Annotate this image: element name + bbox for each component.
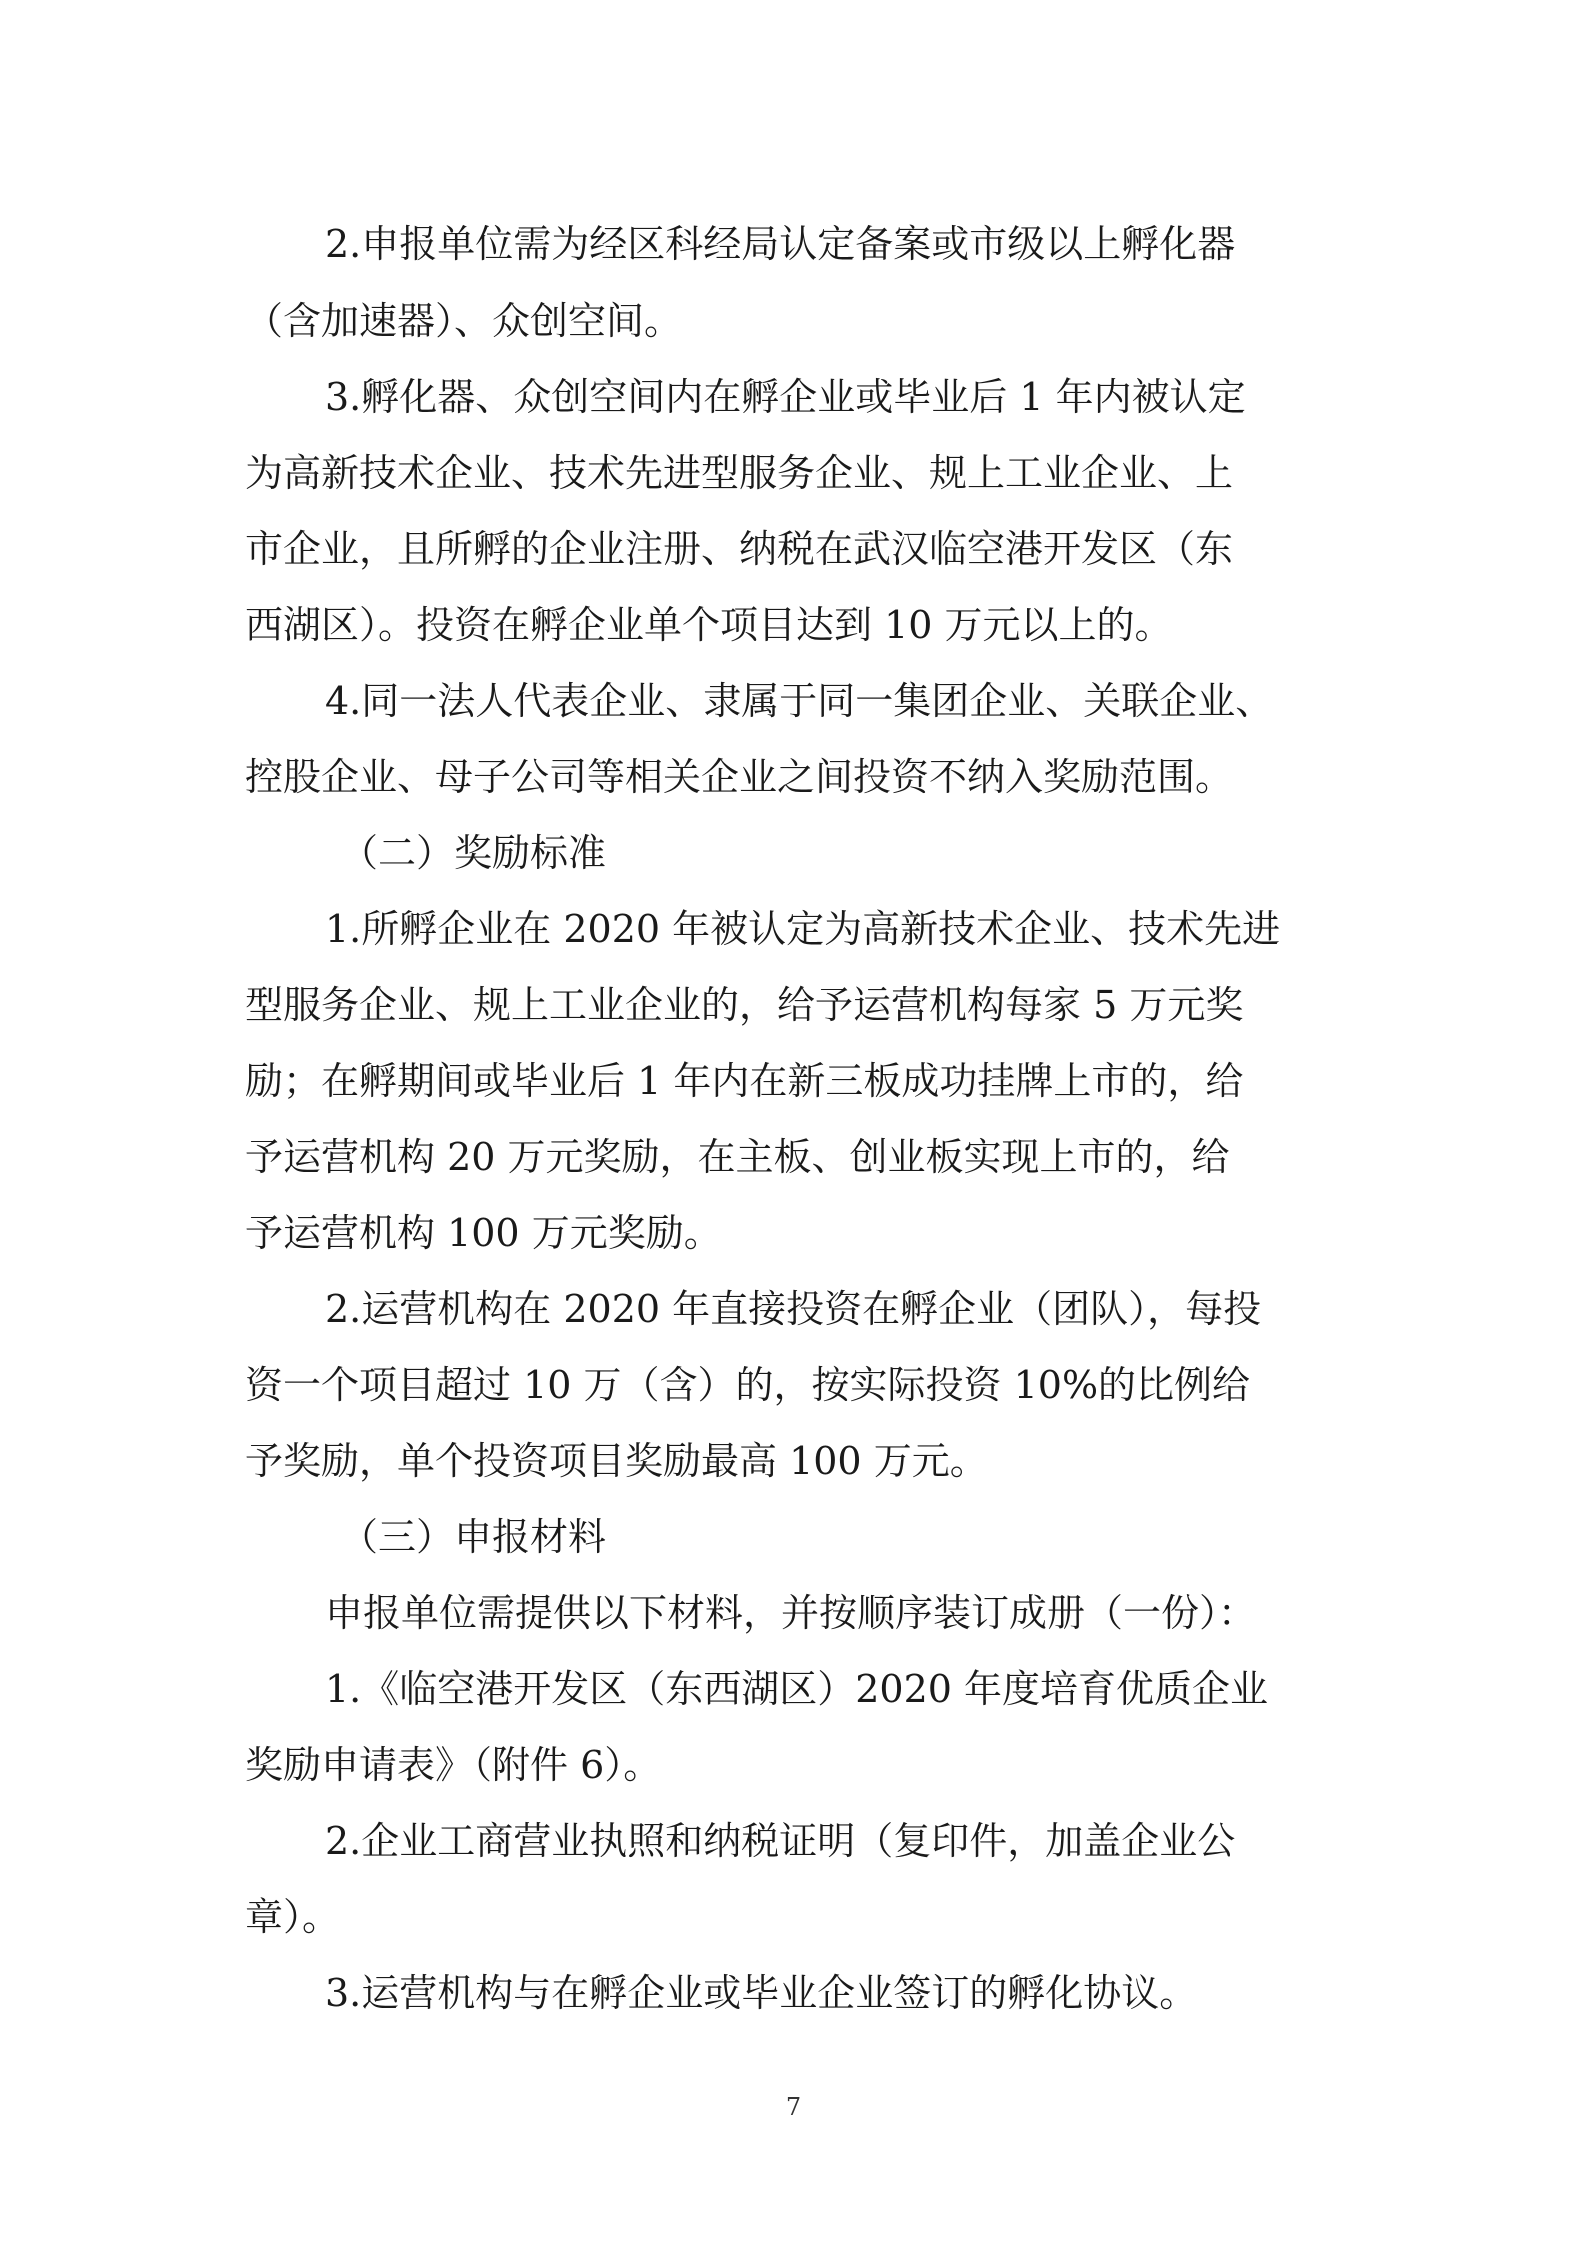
body-text-line: 控股企业、母子公司等相关企业之间投资不纳入奖励范围。 (245, 755, 1234, 799)
page-number: 7 (785, 2093, 802, 2121)
section-heading: （三）申报材料 (340, 1515, 607, 1559)
body-text-line: 市企业，且所孵的企业注册、纳税在武汉临空港开发区（东 (245, 527, 1234, 571)
body-text-line: 2.申报单位需为经区科经局认定备案或市级以上孵化器 (325, 222, 1236, 266)
body-text-line: （含加速器）、众创空间。 (245, 299, 683, 343)
body-text-line: 西湖区）。投资在孵企业单个项目达到 10 万元以上的。 (245, 603, 1173, 647)
body-text-line: 章）。 (245, 1895, 341, 1939)
body-text-line: 申报单位需提供以下材料，并按顺序装订成册（一份）： (325, 1591, 1257, 1635)
body-text-line: 予奖励，单个投资项目奖励最高 100 万元。 (245, 1439, 988, 1483)
body-text-line: 励；在孵期间或毕业后 1 年内在新三板成功挂牌上市的，给 (245, 1059, 1244, 1103)
body-text-line: 3.运营机构与在孵企业或毕业企业签订的孵化协议。 (325, 1971, 1198, 2015)
section-heading: （二）奖励标准 (340, 831, 607, 875)
body-text-line: 予运营机构 100 万元奖励。 (245, 1211, 722, 1255)
body-text-line: 4.同一法人代表企业、隶属于同一集团企业、关联企业、 (325, 679, 1274, 723)
body-text-line: 为高新技术企业、技术先进型服务企业、规上工业企业、上 (245, 451, 1234, 495)
body-text-line: 2.企业工商营业执照和纳税证明（复印件，加盖企业公 (325, 1819, 1236, 1863)
body-text-line: 3.孵化器、众创空间内在孵企业或毕业后 1 年内被认定 (325, 375, 1246, 419)
body-text-line: 1.所孵企业在 2020 年被认定为高新技术企业、技术先进 (325, 907, 1281, 951)
body-text-line: 2.运营机构在 2020 年直接投资在孵企业（团队），每投 (325, 1287, 1262, 1331)
body-text-line: 予运营机构 20 万元奖励，在主板、创业板实现上市的，给 (245, 1135, 1230, 1179)
body-text-line: 奖励申请表》（附件 6）。 (245, 1743, 662, 1787)
body-text-line: 型服务企业、规上工业企业的，给予运营机构每家 5 万元奖 (245, 983, 1244, 1027)
body-text-line: 1.《临空港开发区（东西湖区）2020 年度培育优质企业 (325, 1667, 1269, 1711)
body-text-line: 资一个项目超过 10 万（含）的，按实际投资 10%的比例给 (245, 1363, 1251, 1407)
